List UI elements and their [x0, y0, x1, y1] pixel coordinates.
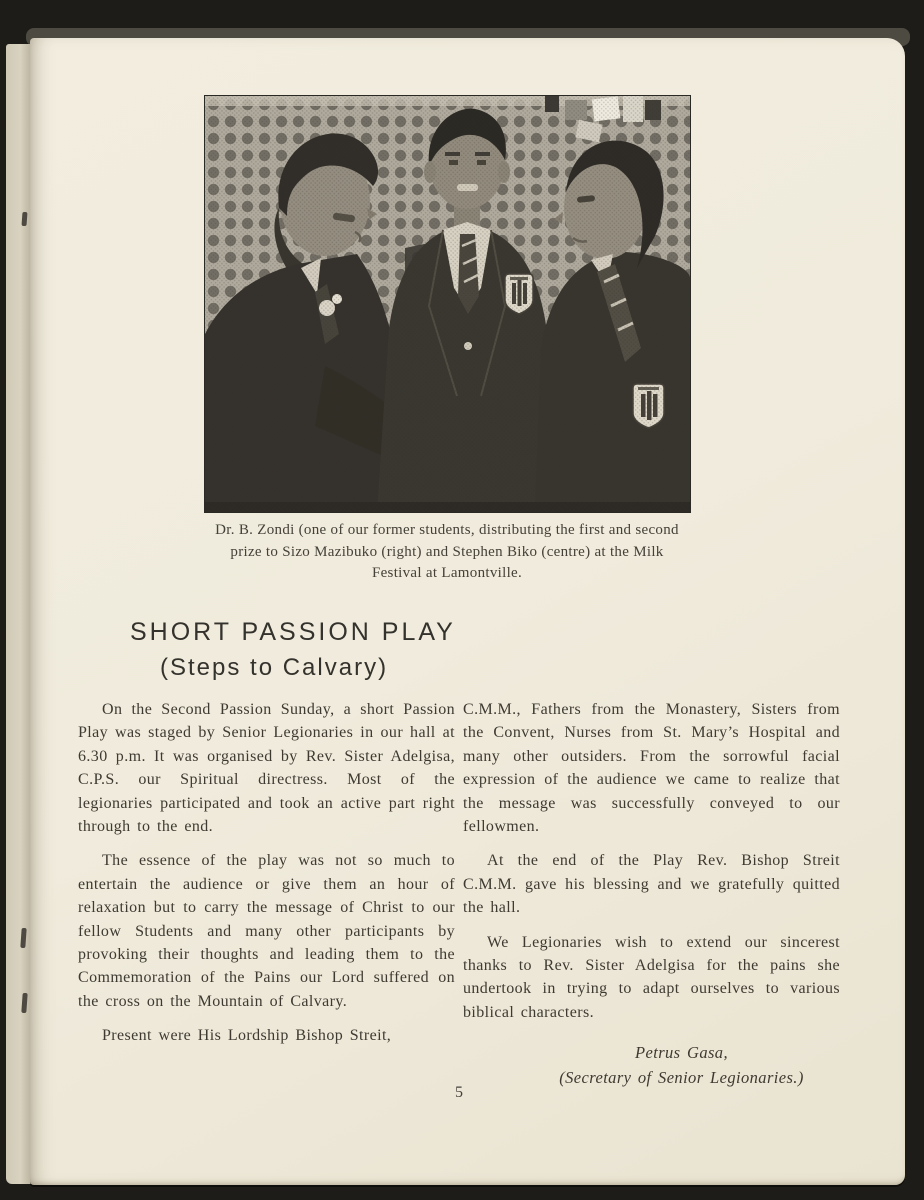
- caption-line: Festival at Lamontville.: [371, 565, 523, 581]
- photo-caption: [167, 520, 727, 585]
- article-body: [78, 698, 840, 1090]
- page: [30, 38, 905, 1185]
- halftone-photo: [205, 96, 690, 512]
- caption-line: Dr. B. Zondi (one of our former students, distributing the first and second: [215, 522, 679, 538]
- photo-figure: [205, 96, 690, 512]
- paragraph: At the end of the Play Rev. Bishop Streit C.M.M. gave his blessing and we gratefully quitted the hall.: [463, 852, 840, 917]
- binding-stitch: [22, 212, 28, 226]
- previous-page-edge: [6, 44, 32, 1184]
- article-subtitle: (Steps to Calvary): [160, 654, 389, 681]
- paragraph: The essence of the play was not so much to entertain the audience or give them an hour of relaxation but to carry the message of Christ to our fellow Students and many other participants by provoking their thoughts and leading them to the Commemoration of the Pains our Lord suffered on the cross on the Mountain of Calvary.: [78, 852, 455, 1010]
- paragraph: We Legionaries wish to extend our sincerest thanks to Rev. Sister Adelgisa for the pains she undertook in trying to adapt ourselves to various biblical characters.: [463, 933, 840, 1021]
- signature-name: Petrus Gasa,: [635, 1043, 728, 1063]
- signature-block: [463, 1040, 840, 1090]
- caption-line: prize to Sizo Mazibuko (right) and Stephen Biko (centre) at the Milk: [230, 543, 664, 560]
- article-title: SHORT PASSION PLAY: [130, 618, 456, 646]
- paragraph: C.M.M., Fathers from the Monastery, Sisters from the Convent, Nurses from St. Mary’s Hospital and many other outsiders. From the sorrowful facial expression of the audience we came to realize that the message was successfully conveyed to our fellowmen.: [463, 701, 840, 836]
- left-column: [78, 698, 455, 1090]
- paragraph: On the Second Passion Sunday, a short Passion Play was staged by Senior Legionaries in our hall at 6.30 p.m. It was organised by Rev. Sister Adelgisa, C.P.S. our Spiritual directress. Most of the legionaries participated and took an active part right through to the end.: [78, 701, 455, 836]
- signature-role: (Secretary of Senior Legionaries.): [559, 1068, 804, 1088]
- page-number: 5: [455, 1084, 463, 1101]
- right-column: [463, 698, 840, 1090]
- paragraph: Present were His Lordship Bishop Streit,: [102, 1027, 392, 1045]
